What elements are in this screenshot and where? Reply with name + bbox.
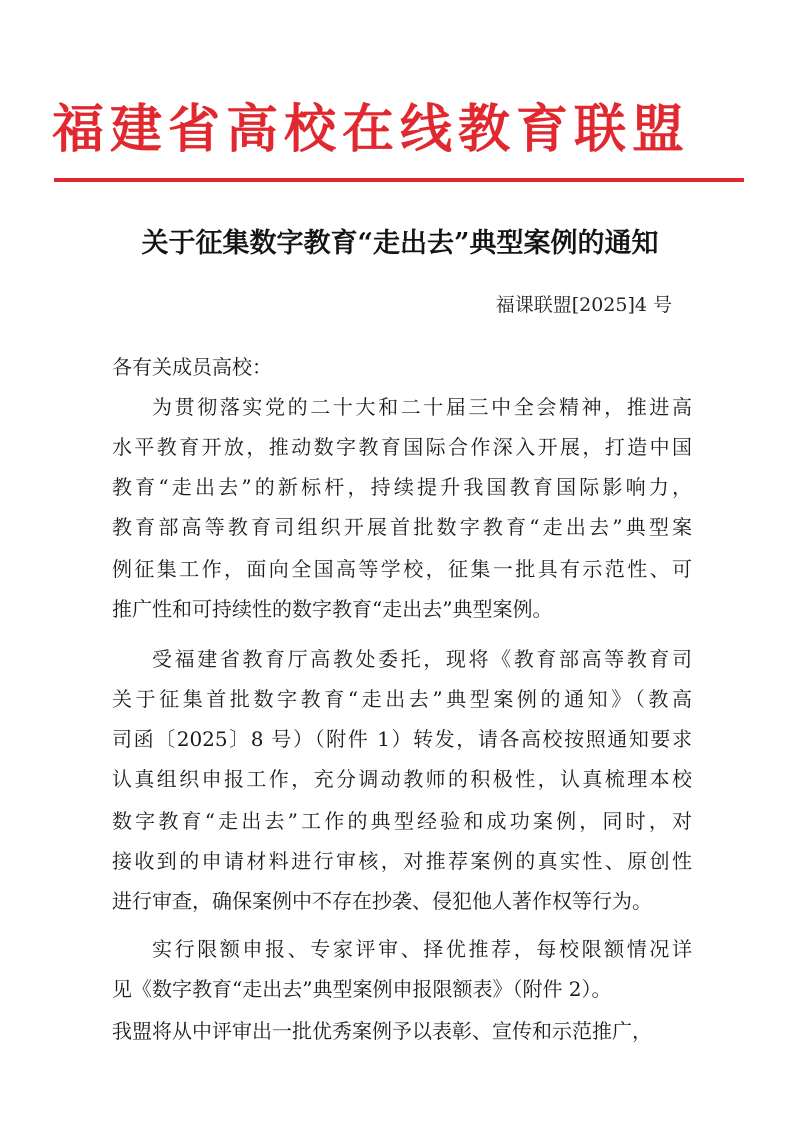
body-line: 受福建省教育厅高教处委托，现将《教育部高等教育司 bbox=[152, 647, 692, 671]
body-line: 认真组织申报工作，充分调动教师的积极性，认真梳理本校 bbox=[112, 767, 692, 791]
body-line: 例征集工作，面向全国高等学校，征集一批具有示范性、可 bbox=[112, 557, 692, 581]
body-line: 进行审查，确保案例中不存在抄袭、侵犯他人著作权等行为。 bbox=[112, 889, 652, 913]
salutation: 各有关成员高校： bbox=[112, 355, 272, 379]
body-line: 教育“走出去”的新标杆，持续提升我国教育国际影响力， bbox=[112, 475, 692, 499]
masthead-red-rule bbox=[54, 178, 744, 182]
body-line: 实行限额申报、专家评审、择优推荐，每校限额情况详 bbox=[152, 937, 692, 961]
notice-title: 关于征集数字教育“走出去”典型案例的通知 bbox=[141, 228, 659, 259]
organization-masthead: 福建省高校在线教育联盟 bbox=[52, 99, 691, 160]
body-line: 水平教育开放，推动数字教育国际合作深入开展，打造中国 bbox=[112, 435, 692, 459]
body-line: 教育部高等教育司组织开展首批数字教育“走出去”典型案 bbox=[112, 515, 692, 539]
body-line: 我盟将从中评审出一批优秀案例予以表彰、宣传和示范推广， bbox=[112, 1019, 652, 1043]
body-line: 数字教育“走出去”工作的典型经验和成功案例，同时，对 bbox=[112, 809, 692, 833]
document-number: 福课联盟[2025]4 号 bbox=[495, 294, 672, 316]
body-line: 接收到的申请材料进行审核，对推荐案例的真实性、原创性 bbox=[112, 849, 692, 873]
body-line: 关于征集首批数字教育“走出去”典型案例的通知》（教高 bbox=[112, 687, 692, 711]
body-line: 见《数字教育“走出去”典型案例申报限额表》（附件 2）。 bbox=[112, 977, 612, 1001]
body-line: 司函〔2025〕8 号）（附件 1）转发，请各高校按照通知要求 bbox=[112, 727, 692, 751]
body-line: 推广性和可持续性的数字教育“走出去”典型案例。 bbox=[112, 597, 553, 621]
body-line: 为贯彻落实党的二十大和二十届三中全会精神，推进高 bbox=[152, 395, 692, 419]
